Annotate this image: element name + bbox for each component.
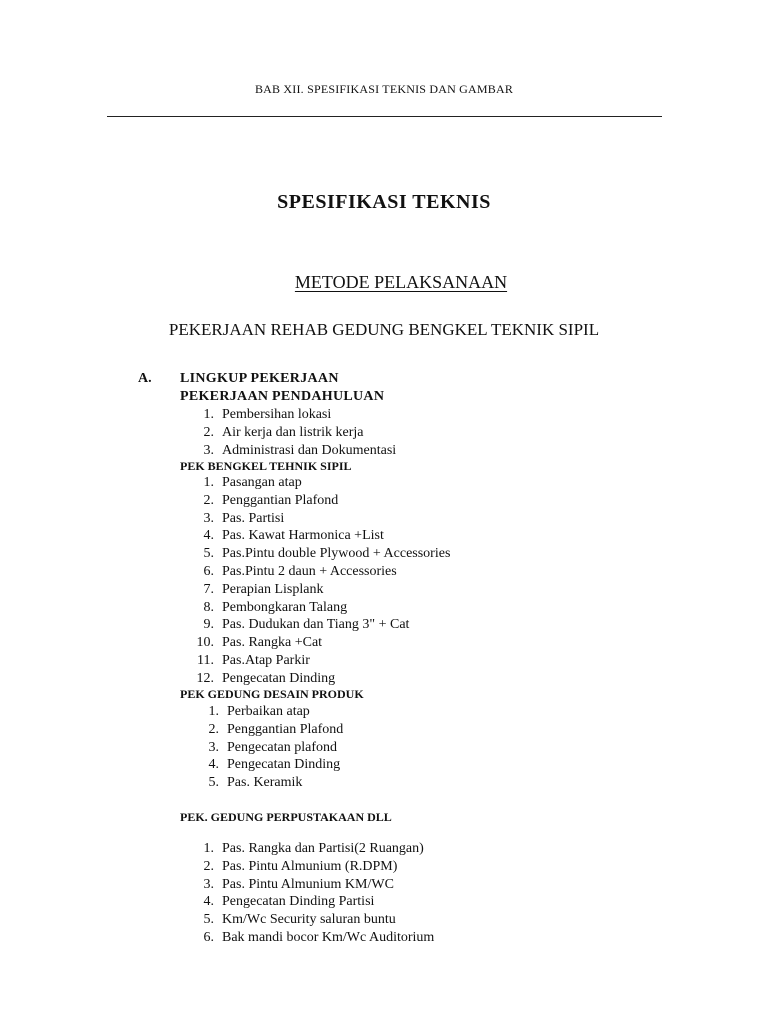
item-number: 2. (208, 721, 219, 737)
item-number: 3. (203, 442, 214, 458)
item-text: Pembongkaran Talang (222, 599, 348, 615)
item-number: 11. (197, 652, 214, 668)
item-text: Pengecatan Dinding Partisi (222, 894, 375, 910)
item-text: Pas. Rangka dan Partisi(2 Ruangan) (222, 841, 424, 856)
item-number: 2. (203, 858, 214, 874)
item-text: Pas. Partisi (222, 510, 285, 526)
group-heading-perpustakaan: PEK. GEDUNG PERPUSTAKAAN DLL (180, 810, 392, 824)
group-heading-desain-produk: PEK GEDUNG DESAIN PRODUK (180, 687, 364, 701)
item-number: 9. (203, 617, 214, 633)
chapter-header: BAB XII. SPESIFIKASI TEKNIS DAN GAMBAR (254, 82, 514, 96)
item-number: 6. (203, 563, 214, 579)
item-number: 10. (196, 635, 214, 651)
item-number: 2. (203, 424, 214, 440)
section-marker: A. (138, 371, 152, 386)
item-text: Pengecatan Dinding (227, 757, 341, 773)
item-text: Pas. Kawat Harmonica +List (222, 528, 384, 544)
header-divider (107, 116, 662, 117)
item-text: Administrasi dan Dokumentasi (222, 442, 397, 458)
item-text: Pas.Pintu 2 daun + Accessories (222, 563, 397, 579)
item-number: 12. (196, 670, 214, 686)
item-text: Pas. Dudukan dan Tiang 3" + Cat (222, 617, 410, 633)
item-text: Pas. Keramik (227, 775, 303, 791)
item-number: 4. (203, 528, 214, 544)
item-text: Pas. Pintu Almunium (R.DPM) (222, 858, 398, 874)
item-number: 3. (203, 876, 214, 892)
item-number: 4. (208, 757, 219, 773)
section-title: LINGKUP PEKERJAAN (180, 371, 339, 386)
item-text: Pas.Atap Parkir (222, 652, 310, 668)
item-number: 3. (203, 510, 214, 526)
item-number: 5. (203, 912, 214, 928)
item-number: 2. (203, 492, 214, 508)
item-text: Pas. Pintu Almunium KM/WC (222, 876, 394, 892)
item-text: Perbaikan atap (227, 704, 310, 719)
item-number: 1. (203, 841, 214, 856)
item-text: Pengecatan Dinding (222, 670, 336, 686)
item-number: 3. (208, 739, 219, 755)
item-number: 4. (203, 894, 214, 910)
item-number: 1. (203, 475, 214, 490)
item-number: 7. (203, 581, 214, 597)
project-title: PEKERJAAN REHAB GEDUNG BENGKEL TEKNIK SIPIL (168, 320, 600, 339)
item-number: 5. (208, 775, 219, 791)
item-number: 1. (203, 407, 214, 422)
item-text: Penggantian Plafond (227, 721, 344, 737)
item-text: Km/Wc Security saluran buntu (222, 912, 396, 928)
section-subtitle: PEKERJAAN PENDAHULUAN (180, 389, 385, 404)
item-text: Pas.Pintu double Plywood + Accessories (222, 546, 451, 562)
document-subtitle: METODE PELAKSANAAN (294, 272, 508, 292)
item-text: Pas. Rangka +Cat (222, 635, 323, 651)
group-heading-bengkel: PEK BENGKEL TEHNIK SIPIL (180, 459, 352, 473)
item-text: Penggantian Plafond (222, 492, 339, 508)
document-title: SPESIFIKASI TEKNIS (277, 191, 491, 213)
item-number: 6. (203, 929, 214, 945)
item-text: Pengecatan plafond (227, 739, 338, 755)
item-text: Air kerja dan listrik kerja (222, 424, 364, 440)
item-text: Perapian Lisplank (222, 581, 324, 597)
item-text: Pasangan atap (222, 475, 302, 490)
item-number: 1. (208, 704, 219, 719)
item-text: Pembersihan lokasi (222, 407, 332, 422)
item-text: Bak mandi bocor Km/Wc Auditorium (222, 929, 435, 945)
item-number: 8. (203, 599, 214, 615)
item-number: 5. (203, 546, 214, 562)
